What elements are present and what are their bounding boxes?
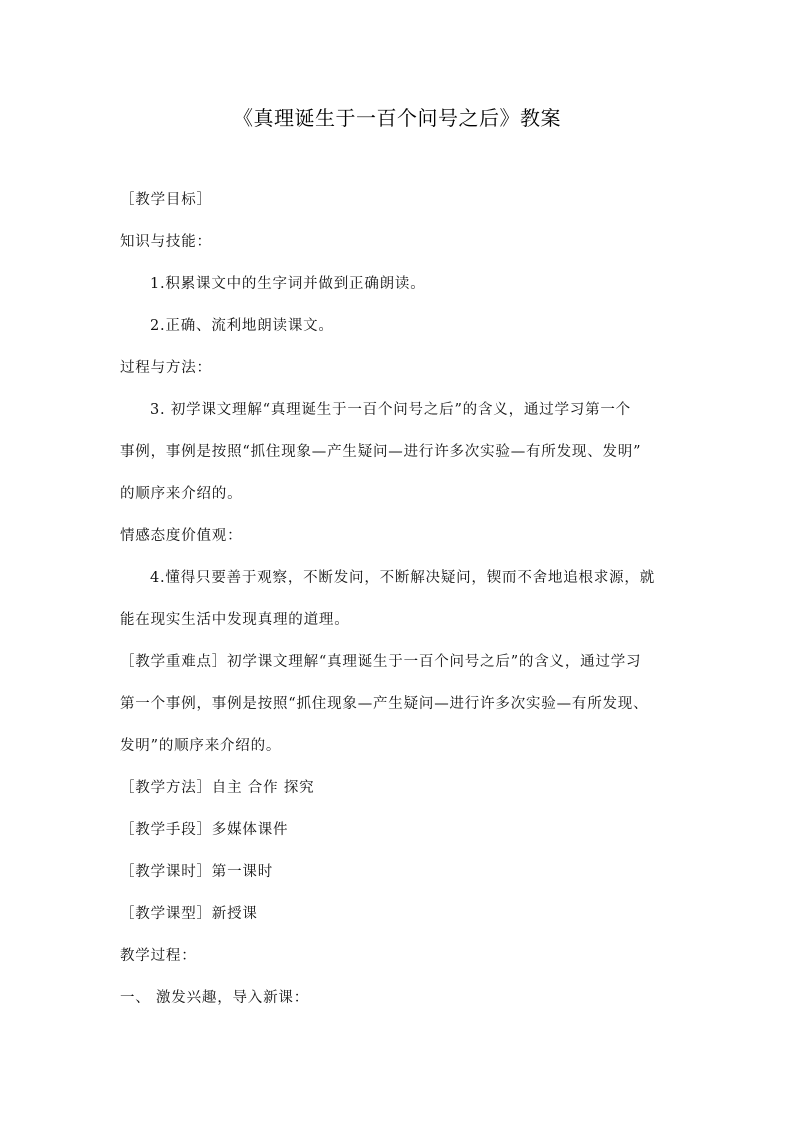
document-title: 《真理诞生于一百个问号之后》教案 <box>233 106 561 130</box>
teaching-methods: ［教学方法］自主 合作 探究 <box>120 780 315 796</box>
key-points-line-3: 发明”的顺序来介绍的。 <box>120 738 282 754</box>
key-points-line-2: 第一个事例，事例是按照“抓住现象—产生疑问—进行许多次实验—有所发现、 <box>120 696 649 712</box>
teaching-periods: ［教学课时］第一课时 <box>120 864 273 880</box>
objective-item-1: 1.积累课文中的生字词并做到正确朗读。 <box>150 276 426 292</box>
subheading-emotional-values: 情感态度价值观： <box>120 528 243 544</box>
objective-item-4-line-2: 能在现实生活中发现真理的道理。 <box>120 612 350 628</box>
objective-item-4-line-1: 4.懂得只要善于观察，不断发问，不断解决疑问，锲而不舍地追根求源，就 <box>150 570 656 586</box>
lesson-type: ［教学课型］新授课 <box>120 906 258 922</box>
subheading-teaching-process: 教学过程： <box>120 948 197 964</box>
objective-item-3-line-3: 的顺序来介绍的。 <box>120 486 243 502</box>
objective-item-3-line-2: 事例，事例是按照“抓住现象—产生疑问—进行许多次实验—有所发现、发明” <box>120 444 642 460</box>
key-points-line-1: ［教学重难点］初学课文理解“真理诞生于一百个问号之后”的含义，通过学习 <box>120 654 642 670</box>
objective-item-3-line-1: 3. 初学课文理解“真理诞生于一百个问号之后”的含义，通过学习第一个 <box>150 402 631 418</box>
process-step-1: 一、 激发兴趣，导入新课： <box>120 990 310 1006</box>
subheading-process-methods: 过程与方法： <box>120 360 212 376</box>
subheading-knowledge-skills: 知识与技能： <box>120 234 212 250</box>
objective-item-2: 2.正确、流利地朗读课文。 <box>150 318 334 334</box>
section-heading-objectives: ［教学目标］ <box>120 192 212 208</box>
teaching-tools: ［教学手段］多媒体课件 <box>120 822 289 838</box>
